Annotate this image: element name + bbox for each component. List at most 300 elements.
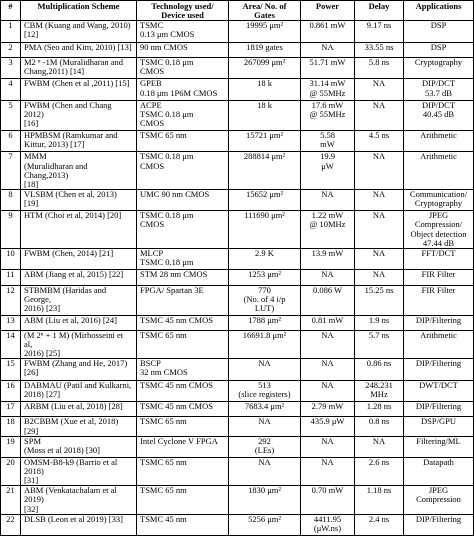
cell-applications-line: Object detection <box>410 228 467 239</box>
cell-power <box>301 248 355 270</box>
cell-scheme <box>21 486 137 514</box>
cell-power <box>301 100 355 130</box>
cell-technology <box>137 42 229 57</box>
cell-applications-line: DSP/GPU <box>421 416 456 427</box>
cell-delay <box>355 402 404 417</box>
cell-area <box>229 514 301 536</box>
table-row <box>1 42 474 57</box>
column-header-delay: Delay <box>355 1 404 21</box>
cell-scheme-line: ABM (Jiang et al, 2015) [22] <box>24 269 124 280</box>
cell-scheme-line: HTM (Choi et al, 2014) [20] <box>24 210 122 221</box>
cell-delay <box>355 458 404 486</box>
cell-scheme <box>21 436 137 458</box>
cell-number: 8 <box>1 189 21 211</box>
cell-technology <box>137 189 229 211</box>
cell-technology <box>137 57 229 79</box>
cell-scheme <box>21 248 137 270</box>
cell-scheme-line: (Muralidharan and Chang,2013) <box>24 160 88 180</box>
column-header-area: Area/ No. of Gates <box>229 1 301 21</box>
cell-technology-line: Intel Cyclone V FPGA <box>140 436 218 446</box>
cell-power-line: NA <box>321 358 334 369</box>
cell-area <box>229 402 301 417</box>
cell-scheme-line: SPM <box>24 436 42 446</box>
cell-area-line: 16691.8 μm² <box>242 330 287 340</box>
cell-number: 9 <box>1 211 21 248</box>
cell-area <box>229 380 301 402</box>
table-row <box>1 380 474 402</box>
cell-area <box>229 189 301 211</box>
cell-applications <box>404 211 474 248</box>
cell-area-line: (LEs) <box>254 444 275 455</box>
cell-delay-line: 15.25 ns <box>364 285 394 295</box>
cell-delay <box>355 285 404 315</box>
cell-number: 21 <box>1 486 21 514</box>
cell-delay-line: 0.8 ns <box>368 416 390 427</box>
table-row <box>1 285 474 315</box>
cell-technology-line: TSMC 65 nm <box>140 457 187 468</box>
table-row <box>1 189 474 211</box>
cell-technology-line: GPEB <box>140 78 162 89</box>
cell-technology-line: CMOS <box>140 66 165 77</box>
cell-power-line: 17.6 mW <box>311 100 344 110</box>
cell-technology-line: TSMC 45 nm CMOS <box>140 380 213 390</box>
cell-area-line: 267099 μm² <box>243 57 286 67</box>
cell-technology <box>137 330 229 358</box>
cell-scheme <box>21 211 137 248</box>
cell-area-line: (No. of 4 i/p <box>243 293 286 304</box>
cell-scheme-line: 2018) [27] <box>24 388 61 399</box>
cell-power-line: mW <box>320 139 335 150</box>
table-row <box>1 514 474 536</box>
cell-applications <box>404 417 474 436</box>
cell-delay-line: 2.6 ns <box>368 457 390 468</box>
cell-scheme-line: HPMBSM (Ramkumar and <box>24 130 118 140</box>
cell-applications-line: DIP/Filtering <box>415 514 462 524</box>
cell-scheme-line: [31] <box>24 475 39 486</box>
cell-technology-line: TSMC 45 nm CMOS <box>140 315 213 325</box>
cell-technology-line: FPGA/ Spartan 3E <box>140 285 204 295</box>
cell-technology-line: TSMC 0.18 μm <box>140 151 194 162</box>
cell-scheme <box>21 285 137 315</box>
cell-technology <box>137 359 229 381</box>
cell-power-line: @ 10MHz <box>309 219 346 230</box>
cell-power-line: NA <box>321 42 334 52</box>
cell-scheme <box>21 100 137 130</box>
cell-scheme-line: VLSBM (Chen et al, 2013) [19] <box>24 189 117 208</box>
cell-applications-line: Cryptography <box>414 57 463 67</box>
cell-applications-line: DIP/Filtering <box>415 315 462 325</box>
cell-number: 17 <box>1 402 21 417</box>
cell-number: 16 <box>1 380 21 402</box>
cell-technology-line: TSMC 65 nm <box>140 130 187 140</box>
cell-number: 10 <box>1 248 21 270</box>
cell-technology-line: TSMC 0.18 μm <box>140 57 194 67</box>
cell-delay <box>355 359 404 381</box>
cell-scheme-line: B2CBBM (Xue et al, 2018) [29] <box>24 416 119 436</box>
cell-power <box>301 21 355 43</box>
cell-power-line: 31.14 mW <box>309 78 346 89</box>
cell-area <box>229 152 301 189</box>
cell-applications <box>404 359 474 381</box>
cell-scheme-line: 2016) [23] <box>24 302 61 313</box>
cell-technology <box>137 285 229 315</box>
cell-delay <box>355 211 404 248</box>
cell-scheme <box>21 315 137 330</box>
cell-scheme-line: FWBM (Chen and Chang 2012) <box>24 100 112 120</box>
cell-delay-line: 248.231 <box>365 380 393 390</box>
cell-applications-line: JPEG <box>428 485 449 496</box>
cell-scheme-line: [26] <box>24 367 39 378</box>
cell-technology <box>137 380 229 402</box>
cell-technology <box>137 458 229 486</box>
cell-applications-line: 47.44 dB <box>422 237 455 248</box>
cell-delay <box>355 315 404 330</box>
cell-scheme-line: Kittur, 2013) [17] <box>24 139 85 150</box>
cell-technology-line: 90 nm CMOS <box>140 42 188 52</box>
cell-area <box>229 270 301 285</box>
cell-technology <box>137 315 229 330</box>
cell-applications <box>404 380 474 402</box>
cell-power <box>301 417 355 436</box>
cell-delay <box>355 330 404 358</box>
cell-delay <box>355 21 404 43</box>
cell-area-line: 7683.4 μm² <box>244 401 285 412</box>
cell-area-line: 770 <box>258 285 271 295</box>
cell-area <box>229 42 301 57</box>
cell-technology <box>137 417 229 436</box>
cell-delay-line: 1.18 ns <box>366 485 392 496</box>
cell-applications-line: Arithmetic <box>420 151 457 162</box>
cell-power-line: NA <box>321 380 334 390</box>
table-row <box>1 211 474 248</box>
cell-area <box>229 359 301 381</box>
cell-applications <box>404 436 474 458</box>
cell-power-line: NA <box>321 436 334 446</box>
column-header-scheme: Multiplication Scheme <box>21 1 137 21</box>
table-row <box>1 248 474 270</box>
cell-applications-line: DIP/DCT <box>421 100 456 110</box>
table-row <box>1 417 474 436</box>
cell-area-line: 5256 μm² <box>248 514 281 524</box>
cell-scheme-line: ARBM (Liu et al, 2018) [28] <box>24 401 123 412</box>
cell-delay-line: NA <box>372 100 386 110</box>
cell-area <box>229 79 301 101</box>
table-row <box>1 486 474 514</box>
cell-power-line: 0.70 mW <box>311 485 344 496</box>
cell-area <box>229 100 301 130</box>
cell-scheme-line: STBMBM (Haridas and George, <box>24 285 107 304</box>
cell-area <box>229 458 301 486</box>
cell-power <box>301 436 355 458</box>
cell-number: 7 <box>1 152 21 189</box>
cell-applications <box>404 189 474 211</box>
cell-applications <box>404 486 474 514</box>
cell-scheme <box>21 189 137 211</box>
cell-power-line: NA <box>321 189 334 199</box>
cell-scheme <box>21 380 137 402</box>
cell-power-line: 19.9 <box>320 151 335 162</box>
cell-technology <box>137 514 229 536</box>
cell-technology <box>137 79 229 101</box>
cell-scheme <box>21 42 137 57</box>
cell-delay-line: NA <box>372 210 386 221</box>
cell-area <box>229 248 301 270</box>
cell-power-line: 0.861 mW <box>309 20 346 31</box>
cell-delay-line: NA <box>372 436 386 446</box>
cell-power-line: 51.71 mW <box>309 57 346 67</box>
cell-applications-line: Arithmetic <box>420 130 457 140</box>
table-row <box>1 57 474 79</box>
cell-number: 6 <box>1 130 21 152</box>
cell-delay <box>355 417 404 436</box>
cell-applications-line: FIR Filter <box>421 269 456 280</box>
cell-delay-line: 5.7 ns <box>368 330 390 340</box>
cell-delay-line: 2.4 ns <box>368 514 390 524</box>
cell-scheme-line: (M 2ⁿ + 1 M) (Mirhosseini et al, <box>24 330 124 349</box>
cell-scheme <box>21 79 137 101</box>
cell-technology-line: TSMC 45 nm CMOS <box>140 401 213 412</box>
cell-area-line: 19995 μm² <box>245 20 284 31</box>
cell-power <box>301 42 355 57</box>
cell-technology-line: 0.18 μm 1P6M CMOS <box>140 87 218 98</box>
cell-technology-line: MLCP <box>140 248 164 258</box>
cell-scheme-line: FWBM (Chen et al ,2011) [15] <box>24 78 130 89</box>
cell-area-line: NA <box>258 358 271 369</box>
cell-area <box>229 21 301 43</box>
column-header-power: Power <box>301 1 355 21</box>
cell-applications-line: 53.7 dB <box>425 87 452 98</box>
cell-delay <box>355 57 404 79</box>
cell-power-line: 5.58 <box>320 130 335 140</box>
cell-applications <box>404 21 474 43</box>
cell-area-line: 2.9 K <box>255 248 274 258</box>
cell-number: 1 <box>1 21 21 43</box>
cell-number: 18 <box>1 417 21 436</box>
cell-power <box>301 189 355 211</box>
cell-area <box>229 486 301 514</box>
table-body <box>1 21 474 536</box>
cell-number: 20 <box>1 458 21 486</box>
cell-applications <box>404 248 474 270</box>
cell-scheme <box>21 402 137 417</box>
table-header-row <box>1 1 474 21</box>
cell-area-line: LUT) <box>254 302 275 313</box>
cell-applications-line: Cryptography <box>414 197 463 208</box>
cell-delay <box>355 436 404 458</box>
cell-applications <box>404 270 474 285</box>
cell-area-line: 1253 μm² <box>248 269 281 280</box>
cell-area-line: 1830 μm² <box>248 485 281 496</box>
table-row <box>1 79 474 101</box>
cell-power-line: NA <box>321 330 334 340</box>
cell-delay-line: 1.9 ns <box>368 315 390 325</box>
table-row <box>1 330 474 358</box>
cell-area <box>229 436 301 458</box>
cell-applications <box>404 152 474 189</box>
cell-area-line: NA <box>258 416 271 427</box>
cell-scheme <box>21 57 137 79</box>
cell-applications-line: JPEG <box>428 210 449 221</box>
cell-scheme-line: ABM (Liu et al, 2016) [24] <box>24 315 118 325</box>
cell-applications-line: Communication/ <box>409 189 468 199</box>
cell-scheme <box>21 359 137 381</box>
cell-technology-line: TSMC 45 nm <box>140 514 187 524</box>
cell-number: 5 <box>1 100 21 130</box>
cell-power <box>301 57 355 79</box>
cell-area-line: 15721 μm² <box>245 130 284 140</box>
cell-applications <box>404 514 474 536</box>
cell-power <box>301 402 355 417</box>
cell-technology <box>137 402 229 417</box>
cell-area <box>229 315 301 330</box>
cell-number: 22 <box>1 514 21 536</box>
table-row <box>1 359 474 381</box>
cell-applications <box>404 79 474 101</box>
cell-scheme-line: Chang,2011) [14] <box>24 66 85 77</box>
cell-power-line: 0.81 mW <box>311 315 344 325</box>
cell-scheme-line: [32] <box>24 503 39 514</box>
cell-scheme <box>21 417 137 436</box>
cell-technology <box>137 152 229 189</box>
table-row <box>1 270 474 285</box>
table-row <box>1 100 474 130</box>
cell-delay-line: 5.8 ns <box>368 57 390 67</box>
cell-power <box>301 130 355 152</box>
cell-technology-line: TSMC 0.18 μm <box>140 109 194 120</box>
cell-area <box>229 130 301 152</box>
cell-applications-line: DIP/Filtering <box>415 401 462 412</box>
cell-scheme-line: M2 ⁿ -1M (Muralidharan and <box>24 57 123 67</box>
cell-area <box>229 211 301 248</box>
cell-area-line: 1788 μm² <box>248 315 281 325</box>
cell-applications-line: DIP/Filtering <box>415 358 462 369</box>
cell-delay-line: 1.28 ns <box>366 401 392 412</box>
cell-applications <box>404 458 474 486</box>
table-row <box>1 315 474 330</box>
table-row <box>1 402 474 417</box>
cell-applications <box>404 402 474 417</box>
cell-power-line: μW <box>321 160 334 171</box>
cell-scheme <box>21 514 137 536</box>
cell-area-line: 15652 μm² <box>245 189 284 199</box>
cell-delay <box>355 486 404 514</box>
cell-delay-line: 9.17 ns <box>366 20 392 31</box>
cell-area <box>229 285 301 315</box>
cell-applications-line: DWT/DCT <box>419 380 458 390</box>
cell-scheme-line: DLSB (Leon et al 2019) [33] <box>24 514 123 524</box>
cell-number: 4 <box>1 79 21 101</box>
cell-scheme-line: FWBM (Zhang and He, 2017) <box>24 358 128 369</box>
cell-power <box>301 285 355 315</box>
cell-applications <box>404 285 474 315</box>
cell-applications-line: 40.45 dB <box>422 109 455 120</box>
table-row <box>1 130 474 152</box>
cell-applications-line: DIP/DCT <box>421 78 456 89</box>
cell-power <box>301 380 355 402</box>
cell-technology <box>137 100 229 130</box>
cell-scheme <box>21 458 137 486</box>
cell-power-line: @ 55MHz <box>309 109 346 120</box>
cell-power <box>301 211 355 248</box>
cell-scheme-line: DABMAU (Patil and Kulkarni, <box>24 380 132 390</box>
cell-scheme-line: CBM (Kuang and Wang, 2010) <box>24 20 131 31</box>
cell-power-line: NA <box>321 457 334 468</box>
cell-area-line: 18 k <box>257 78 272 89</box>
cell-technology-line: UMC 90 nm CMOS <box>140 189 210 199</box>
cell-technology-line: TSMC 65 nm <box>140 485 187 496</box>
cell-power <box>301 486 355 514</box>
cell-area-line: 292 <box>258 436 271 446</box>
cell-technology-line: CMOS <box>140 118 165 129</box>
cell-technology <box>137 486 229 514</box>
cell-delay-line: NA <box>372 248 386 258</box>
cell-delay <box>355 248 404 270</box>
cell-applications-line: DSP <box>430 20 447 31</box>
cell-applications <box>404 100 474 130</box>
cell-applications-line: FIR Filter <box>421 285 456 295</box>
cell-scheme-line: [18] <box>24 178 39 189</box>
cell-delay-line: NA <box>372 189 386 199</box>
cell-technology-line: TSMC 65 nm <box>140 330 187 340</box>
table-row <box>1 21 474 43</box>
cell-technology <box>137 270 229 285</box>
cell-technology-line: STM 28 nm CMOS <box>140 269 208 280</box>
cell-technology-line: ACPE <box>140 100 162 110</box>
cell-power-line: @ 55MHz <box>309 87 346 98</box>
cell-scheme-line: ABM (Venkatachalam et al 2019) <box>24 485 117 505</box>
cell-scheme-line: 2016) [25] <box>24 348 61 359</box>
cell-applications <box>404 57 474 79</box>
cell-applications-line: Compression <box>416 494 461 505</box>
cell-technology-line: 32 nm CMOS <box>140 367 188 378</box>
cell-scheme-line: PMA (Seo and Kim, 2010) [13] <box>24 42 132 52</box>
cell-area-line: 1819 gates <box>246 42 283 52</box>
cell-applications-line: FFT/DCT <box>421 248 456 258</box>
column-header-technology: Technology used/ Device used <box>137 1 229 21</box>
cell-number: 2 <box>1 42 21 57</box>
cell-scheme-line: [16] <box>24 118 39 129</box>
cell-delay <box>355 189 404 211</box>
cell-power <box>301 152 355 189</box>
table-row <box>1 152 474 189</box>
cell-power <box>301 270 355 285</box>
cell-technology-line: TSMC 0.18 μm <box>140 210 194 221</box>
cell-number: 15 <box>1 359 21 381</box>
cell-number: 11 <box>1 270 21 285</box>
cell-power-line: 435.9 μW <box>310 416 345 427</box>
cell-power-line: (μW.ns) <box>313 522 342 533</box>
cell-scheme <box>21 270 137 285</box>
cell-power <box>301 315 355 330</box>
cell-delay-line: 0.86 ns <box>366 358 392 369</box>
cell-technology <box>137 436 229 458</box>
cell-technology-line: CMOS <box>140 160 165 171</box>
cell-scheme <box>21 330 137 358</box>
cell-power <box>301 330 355 358</box>
cell-power <box>301 359 355 381</box>
table-row <box>1 458 474 486</box>
cell-area-line: 288814 μm² <box>243 151 286 162</box>
cell-applications <box>404 42 474 57</box>
cell-power <box>301 79 355 101</box>
cell-technology <box>137 130 229 152</box>
cell-power-line: NA <box>321 269 334 280</box>
table-row <box>1 436 474 458</box>
cell-scheme-line: [12] <box>24 29 39 40</box>
cell-technology-line: TSMC 0.18 μm <box>140 256 194 267</box>
cell-area <box>229 417 301 436</box>
cell-number: 3 <box>1 57 21 79</box>
